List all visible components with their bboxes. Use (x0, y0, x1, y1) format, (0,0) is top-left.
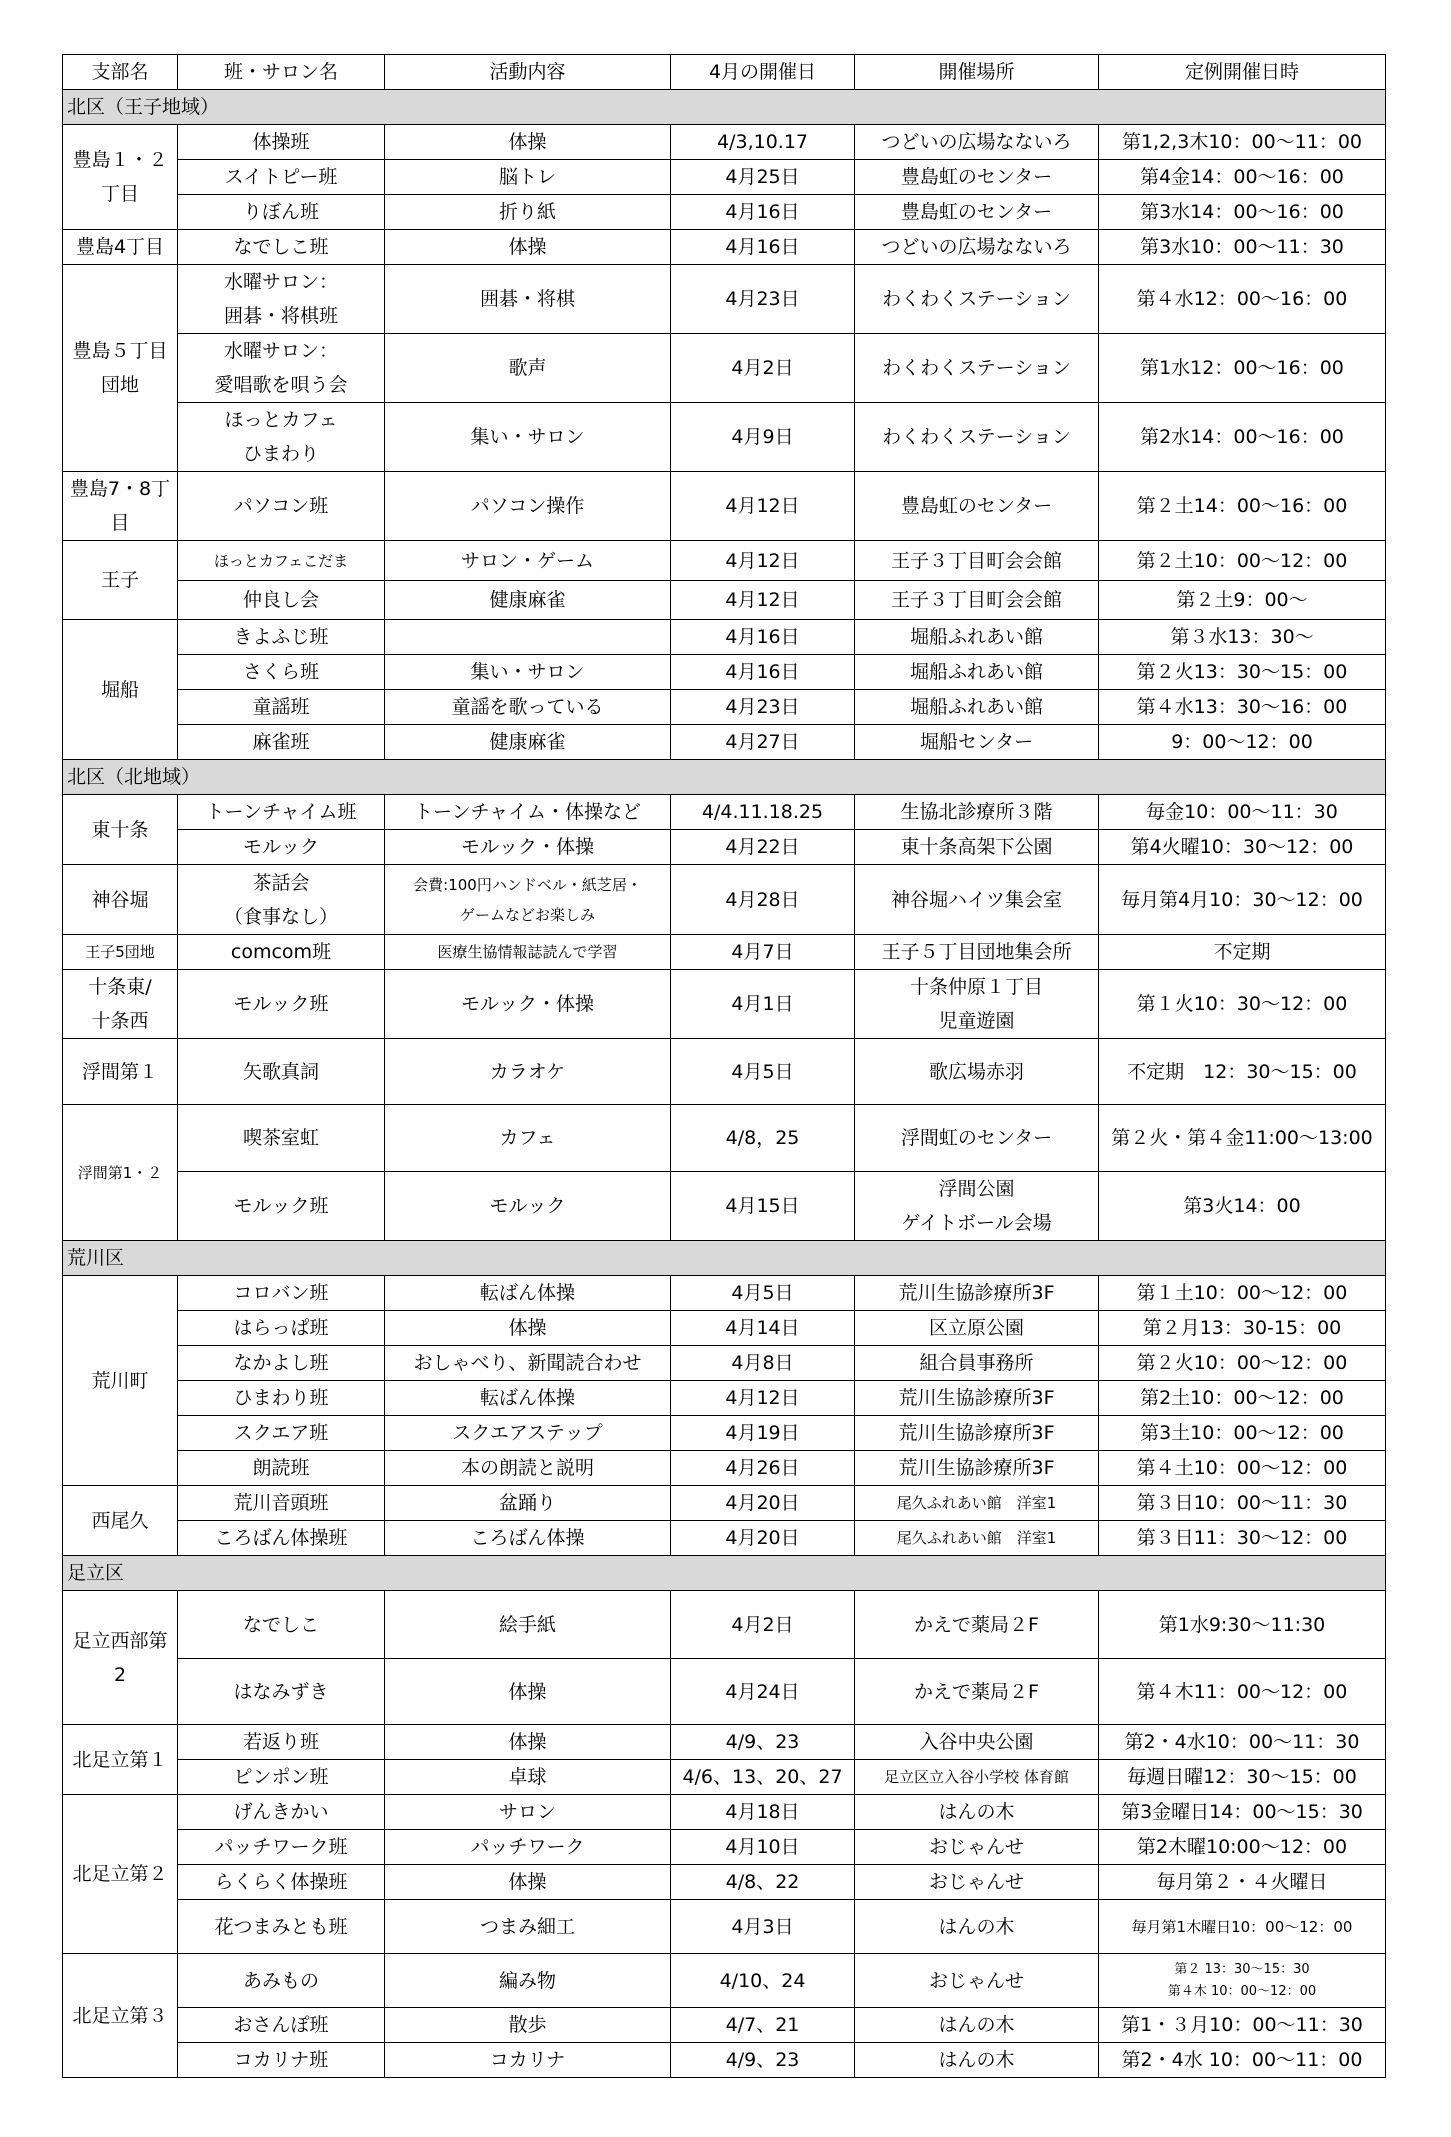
group-name-cell: モルック班 (178, 970, 385, 1039)
date-cell: 4月3日 (671, 1900, 855, 1954)
table-row (63, 2008, 1386, 2043)
branch-cell: 十条東/ 十条西 (63, 970, 178, 1039)
activity-cell: 歌声 (385, 334, 671, 403)
table-row (63, 725, 1386, 760)
group-name-cell: 童謡班 (178, 690, 385, 725)
date-cell: 4月23日 (671, 265, 855, 334)
table-row (63, 1725, 1386, 1760)
activity-cell: 集い・サロン (385, 403, 671, 472)
regular-cell: 第２土9：00〜 (1099, 581, 1386, 620)
place-cell: はんの木 (855, 1900, 1099, 1954)
place-cell: 尾久ふれあい館 洋室1 (855, 1486, 1099, 1521)
regular-cell: 第３日11：30〜12：00 (1099, 1521, 1386, 1556)
date-cell: 4月19日 (671, 1416, 855, 1451)
date-cell: 4/10、24 (671, 1954, 855, 2008)
date-cell: 4月7日 (671, 935, 855, 970)
group-name-cell: 荒川音頭班 (178, 1486, 385, 1521)
place-cell: 堀船センター (855, 725, 1099, 760)
activity-cell: コカリナ (385, 2043, 671, 2078)
table-row (63, 1795, 1386, 1830)
date-cell: 4月12日 (671, 541, 855, 581)
activity-cell: スクエアステップ (385, 1416, 671, 1451)
date-cell: 4/8，25 (671, 1105, 855, 1172)
activity-cell: カフェ (385, 1105, 671, 1172)
branch-cell: 北足立第３ (63, 1954, 178, 2078)
group-name-cell: コロバン班 (178, 1276, 385, 1311)
branch-cell: 北足立第１ (63, 1725, 178, 1795)
table-row (63, 230, 1386, 265)
table-row (63, 1486, 1386, 1521)
table-row (63, 935, 1386, 970)
place-cell: 歌広場赤羽 (855, 1039, 1099, 1105)
regular-cell: 第２月13：30-15：00 (1099, 1311, 1386, 1346)
group-name-cell: パソコン班 (178, 472, 385, 541)
table-row (63, 1900, 1386, 1954)
section-title: 北区（王子地域） (63, 90, 1386, 125)
place-cell: 荒川生協診療所3F (855, 1451, 1099, 1486)
regular-cell: 第3金曜日14：00〜15：30 (1099, 1795, 1386, 1830)
branch-cell: 荒川町 (63, 1276, 178, 1486)
group-name-cell: げんきかい (178, 1795, 385, 1830)
table-row (63, 1451, 1386, 1486)
date-cell: 4月12日 (671, 1381, 855, 1416)
group-name-cell: 茶話会 （食事なし） (178, 865, 385, 935)
activity-cell: 転ばん体操 (385, 1381, 671, 1416)
regular-cell: 第2土10：00〜12：00 (1099, 1381, 1386, 1416)
group-name-cell: トーンチャイム班 (178, 795, 385, 830)
group-name-cell: スイトピー班 (178, 160, 385, 195)
activity-cell: 絵手紙 (385, 1591, 671, 1659)
branch-cell: 豊島7・8丁 目 (63, 472, 178, 541)
activity-cell: パソコン操作 (385, 472, 671, 541)
activity-cell: 健康麻雀 (385, 725, 671, 760)
regular-cell: 第４木11：00〜12：00 (1099, 1659, 1386, 1725)
group-name-cell: 喫茶室虹 (178, 1105, 385, 1172)
date-cell: 4月16日 (671, 230, 855, 265)
activity-cell: サロン (385, 1795, 671, 1830)
place-cell: 足立区立入谷小学校 体育館 (855, 1760, 1099, 1795)
group-name-cell: パッチワーク班 (178, 1830, 385, 1865)
table-row (63, 830, 1386, 865)
activity-cell: 体操 (385, 1865, 671, 1900)
group-name-cell: きよふじ班 (178, 620, 385, 655)
date-cell: 4月14日 (671, 1311, 855, 1346)
section-title: 足立区 (63, 1556, 1386, 1591)
branch-cell: 西尾久 (63, 1486, 178, 1556)
table-row (63, 1105, 1386, 1172)
regular-cell: 第2・4水 10：00〜11：00 (1099, 2043, 1386, 2078)
group-name-cell: おさんぽ班 (178, 2008, 385, 2043)
place-cell: かえで薬局２F (855, 1659, 1099, 1725)
section-title: 北区（北地域） (63, 760, 1386, 795)
group-name-cell: スクエア班 (178, 1416, 385, 1451)
branch-cell: 豊島５丁目 団地 (63, 265, 178, 472)
regular-cell: 毎月第4月10：30〜12：00 (1099, 865, 1386, 935)
place-cell: かえで薬局２F (855, 1591, 1099, 1659)
group-name-cell: 花つまみとも班 (178, 1900, 385, 1954)
date-cell: 4月8日 (671, 1346, 855, 1381)
date-cell: 4/9、23 (671, 1725, 855, 1760)
group-name-cell: なでしこ班 (178, 230, 385, 265)
place-cell: 浮間虹のセンター (855, 1105, 1099, 1172)
group-name-cell: はらっぱ班 (178, 1311, 385, 1346)
regular-cell: 第1・３月10：00〜11：30 (1099, 2008, 1386, 2043)
header-activity: 活動内容 (385, 55, 671, 90)
place-cell: 東十条高架下公園 (855, 830, 1099, 865)
activity-cell: 体操 (385, 1725, 671, 1760)
group-name-cell: なでしこ (178, 1591, 385, 1659)
regular-cell: 第3水10：00〜11：30 (1099, 230, 1386, 265)
regular-cell: 第3水14：00〜16：00 (1099, 195, 1386, 230)
activity-cell: 囲碁・将棋 (385, 265, 671, 334)
date-cell: 4月26日 (671, 1451, 855, 1486)
regular-cell: 第１土10：00〜12：00 (1099, 1276, 1386, 1311)
date-cell: 4月25日 (671, 160, 855, 195)
branch-cell: 浮間第１ (63, 1039, 178, 1105)
table-row (63, 1346, 1386, 1381)
table-row (63, 1830, 1386, 1865)
regular-cell: 第3土10：00〜12：00 (1099, 1416, 1386, 1451)
date-cell: 4月20日 (671, 1521, 855, 1556)
table-row (63, 970, 1386, 1039)
activity-cell (385, 620, 671, 655)
date-cell: 4/7、21 (671, 2008, 855, 2043)
place-cell: 区立原公園 (855, 1311, 1099, 1346)
activity-cell: 医療生協情報誌読んで学習 (385, 935, 671, 970)
activity-cell: 散歩 (385, 2008, 671, 2043)
place-cell: 豊島虹のセンター (855, 472, 1099, 541)
regular-cell: 第1水12：00〜16：00 (1099, 334, 1386, 403)
regular-cell: 毎月第1木曜日10：00〜12：00 (1099, 1900, 1386, 1954)
group-name-cell: 水曜サロン： 囲碁・将棋班 (178, 265, 385, 334)
activity-cell: 健康麻雀 (385, 581, 671, 620)
date-cell: 4月23日 (671, 690, 855, 725)
regular-cell: 第4金14：00〜16：00 (1099, 160, 1386, 195)
group-name-cell: ほっとカフェ ひまわり (178, 403, 385, 472)
regular-cell: 第3火14：00 (1099, 1172, 1386, 1241)
group-name-cell: さくら班 (178, 655, 385, 690)
activity-cell: つまみ細工 (385, 1900, 671, 1954)
place-cell: 尾久ふれあい館 洋室1 (855, 1521, 1099, 1556)
date-cell: 4/3,10.17 (671, 125, 855, 160)
branch-cell: 足立西部第 2 (63, 1591, 178, 1725)
table-row (63, 195, 1386, 230)
place-cell: 堀船ふれあい館 (855, 690, 1099, 725)
place-cell: 王子５丁目団地集会所 (855, 935, 1099, 970)
header-row (63, 55, 1386, 90)
activity-cell: 編み物 (385, 1954, 671, 2008)
regular-cell: 第４水13：30〜16：00 (1099, 690, 1386, 725)
place-cell: 生協北診療所３階 (855, 795, 1099, 830)
place-cell: つどいの広場なないろ (855, 230, 1099, 265)
branch-cell: 豊島4丁目 (63, 230, 178, 265)
table-row (63, 1381, 1386, 1416)
branch-cell: 堀船 (63, 620, 178, 760)
date-cell: 4月9日 (671, 403, 855, 472)
group-name-cell: はなみずき (178, 1659, 385, 1725)
date-cell: 4月18日 (671, 1795, 855, 1830)
group-name-cell: ほっとカフェこだま (178, 541, 385, 581)
group-name-cell: 矢歌真詞 (178, 1039, 385, 1105)
activity-cell: 体操 (385, 230, 671, 265)
group-name-cell: りぼん班 (178, 195, 385, 230)
table-row (63, 655, 1386, 690)
table-row (63, 1865, 1386, 1900)
place-cell: 豊島虹のセンター (855, 160, 1099, 195)
place-cell: 豊島虹のセンター (855, 195, 1099, 230)
activity-cell: 集い・サロン (385, 655, 671, 690)
regular-cell: 毎金10：00〜11：30 (1099, 795, 1386, 830)
activity-cell: 転ばん体操 (385, 1276, 671, 1311)
activity-cell: 脳トレ (385, 160, 671, 195)
branch-cell: 東十条 (63, 795, 178, 865)
table-row (63, 690, 1386, 725)
activity-cell: 卓球 (385, 1760, 671, 1795)
date-cell: 4月16日 (671, 620, 855, 655)
header-regular-schedule: 定例開催日時 (1099, 55, 1386, 90)
activity-cell: モルック・体操 (385, 830, 671, 865)
group-name-cell: なかよし班 (178, 1346, 385, 1381)
activity-cell: 会費:100円ハンドベル・紙芝居・ ゲームなどお楽しみ (385, 865, 671, 935)
activity-cell: 体操 (385, 1311, 671, 1346)
date-cell: 4月5日 (671, 1276, 855, 1311)
section-row (63, 1556, 1386, 1591)
activity-cell: ころばん体操 (385, 1521, 671, 1556)
regular-cell: 毎週日曜12：30〜15：00 (1099, 1760, 1386, 1795)
date-cell: 4/9、23 (671, 2043, 855, 2078)
group-name-cell: 仲良し会 (178, 581, 385, 620)
branch-cell: 浮間第1・２ (63, 1105, 178, 1241)
activity-cell: サロン・ゲーム (385, 541, 671, 581)
table-row (63, 403, 1386, 472)
group-name-cell: comcom班 (178, 935, 385, 970)
activity-cell: 童謡を歌っている (385, 690, 671, 725)
regular-cell: 第1水9:30〜11:30 (1099, 1591, 1386, 1659)
regular-cell: 毎月第２・４火曜日 (1099, 1865, 1386, 1900)
table-row (63, 334, 1386, 403)
regular-cell: 第1,2,3木10：00〜11：00 (1099, 125, 1386, 160)
date-cell: 4月15日 (671, 1172, 855, 1241)
date-cell: 4月1日 (671, 970, 855, 1039)
regular-cell: 第２火13：30〜15：00 (1099, 655, 1386, 690)
regular-cell: 第２ 13：30〜15：30 第４木 10：00〜12：00 (1099, 1954, 1386, 2008)
table-row (63, 865, 1386, 935)
date-cell: 4月5日 (671, 1039, 855, 1105)
section-row (63, 90, 1386, 125)
place-cell: わくわくステーション (855, 265, 1099, 334)
table-row (63, 160, 1386, 195)
table-row (63, 1276, 1386, 1311)
place-cell: 堀船ふれあい館 (855, 655, 1099, 690)
date-cell: 4月16日 (671, 655, 855, 690)
group-name-cell: らくらく体操班 (178, 1865, 385, 1900)
branch-cell: 神谷堀 (63, 865, 178, 935)
regular-cell: 第４土10：00〜12：00 (1099, 1451, 1386, 1486)
activity-cell: トーンチャイム・体操など (385, 795, 671, 830)
date-cell: 4月2日 (671, 334, 855, 403)
table-row (63, 620, 1386, 655)
section-row (63, 1241, 1386, 1276)
group-name-cell: コカリナ班 (178, 2043, 385, 2078)
place-cell: はんの木 (855, 2008, 1099, 2043)
header-place: 開催場所 (855, 55, 1099, 90)
place-cell: 入谷中央公園 (855, 1725, 1099, 1760)
regular-cell: 第３水13：30〜 (1099, 620, 1386, 655)
table-row (63, 125, 1386, 160)
place-cell: 王子３丁目町会会館 (855, 541, 1099, 581)
branch-cell: 王子5団地 (63, 935, 178, 970)
table-row (63, 472, 1386, 541)
group-name-cell: あみもの (178, 1954, 385, 2008)
group-name-cell: ピンポン班 (178, 1760, 385, 1795)
place-cell: はんの木 (855, 2043, 1099, 2078)
activity-cell: 体操 (385, 1659, 671, 1725)
table-row (63, 2043, 1386, 2078)
group-name-cell: ころばん体操班 (178, 1521, 385, 1556)
activity-table (62, 54, 1386, 2078)
place-cell: おじゃんせ (855, 1830, 1099, 1865)
date-cell: 4/4.11.18.25 (671, 795, 855, 830)
activity-cell: 盆踊り (385, 1486, 671, 1521)
place-cell: はんの木 (855, 1795, 1099, 1830)
activity-cell: モルック・体操 (385, 970, 671, 1039)
group-name-cell: 水曜サロン： 愛唱歌を唄う会 (178, 334, 385, 403)
group-name-cell: 麻雀班 (178, 725, 385, 760)
regular-cell: 第１火10：30〜12：00 (1099, 970, 1386, 1039)
regular-cell: 第4火曜10：30〜12：00 (1099, 830, 1386, 865)
group-name-cell: 体操班 (178, 125, 385, 160)
group-name-cell: モルック (178, 830, 385, 865)
place-cell: 神谷堀ハイツ集会室 (855, 865, 1099, 935)
group-name-cell: ひまわり班 (178, 1381, 385, 1416)
branch-cell: 北足立第２ (63, 1795, 178, 1954)
date-cell: 4月24日 (671, 1659, 855, 1725)
regular-cell: 第２火・第４金11:00〜13:00 (1099, 1105, 1386, 1172)
table-row (63, 265, 1386, 334)
regular-cell: 第２土10：00〜12：00 (1099, 541, 1386, 581)
place-cell: 荒川生協診療所3F (855, 1381, 1099, 1416)
place-cell: おじゃんせ (855, 1865, 1099, 1900)
date-cell: 4月27日 (671, 725, 855, 760)
group-name-cell: モルック班 (178, 1172, 385, 1241)
date-cell: 4月16日 (671, 195, 855, 230)
date-cell: 4/6、13、20、27 (671, 1760, 855, 1795)
date-cell: 4月12日 (671, 581, 855, 620)
table-row (63, 1311, 1386, 1346)
regular-cell: 9：00〜12：00 (1099, 725, 1386, 760)
date-cell: 4月28日 (671, 865, 855, 935)
section-row (63, 760, 1386, 795)
place-cell: 荒川生協診療所3F (855, 1416, 1099, 1451)
activity-cell: 体操 (385, 125, 671, 160)
date-cell: 4/8、22 (671, 1865, 855, 1900)
place-cell: 荒川生協診療所3F (855, 1276, 1099, 1311)
table-row (63, 1172, 1386, 1241)
regular-cell: 第２火10：00〜12：00 (1099, 1346, 1386, 1381)
group-name-cell: 朗読班 (178, 1451, 385, 1486)
place-cell: つどいの広場なないろ (855, 125, 1099, 160)
regular-cell: 第2・4水10：00〜11：30 (1099, 1725, 1386, 1760)
group-name-cell: 若返り班 (178, 1725, 385, 1760)
table-row (63, 1954, 1386, 2008)
activity-cell: モルック (385, 1172, 671, 1241)
table-row (63, 1521, 1386, 1556)
regular-cell: 第2木曜10:00〜12：00 (1099, 1830, 1386, 1865)
place-cell: 十条仲原１丁目 児童遊園 (855, 970, 1099, 1039)
place-cell: わくわくステーション (855, 403, 1099, 472)
place-cell: 浮間公園 ゲイトボール会場 (855, 1172, 1099, 1241)
table-row (63, 1416, 1386, 1451)
table-row (63, 541, 1386, 581)
section-title: 荒川区 (63, 1241, 1386, 1276)
date-cell: 4月2日 (671, 1591, 855, 1659)
date-cell: 4月12日 (671, 472, 855, 541)
table-row (63, 1659, 1386, 1725)
date-cell: 4月20日 (671, 1486, 855, 1521)
regular-cell: 不定期 12：30〜15：00 (1099, 1039, 1386, 1105)
activity-cell: 本の朗読と説明 (385, 1451, 671, 1486)
table-row (63, 795, 1386, 830)
place-cell: 組合員事務所 (855, 1346, 1099, 1381)
activity-cell: おしゃべり、新聞読合わせ (385, 1346, 671, 1381)
place-cell: おじゃんせ (855, 1954, 1099, 2008)
place-cell: 堀船ふれあい館 (855, 620, 1099, 655)
activity-cell: 折り紙 (385, 195, 671, 230)
table-row (63, 581, 1386, 620)
activity-cell: カラオケ (385, 1039, 671, 1105)
header-april-date: 4月の開催日 (671, 55, 855, 90)
date-cell: 4月10日 (671, 1830, 855, 1865)
table-row (63, 1039, 1386, 1105)
place-cell: 王子３丁目町会会館 (855, 581, 1099, 620)
branch-cell: 王子 (63, 541, 178, 620)
activity-cell: パッチワーク (385, 1830, 671, 1865)
place-cell: わくわくステーション (855, 334, 1099, 403)
table-row (63, 1760, 1386, 1795)
regular-cell: 第2水14：00〜16：00 (1099, 403, 1386, 472)
regular-cell: 第３日10：00〜11：30 (1099, 1486, 1386, 1521)
header-branch: 支部名 (63, 55, 178, 90)
regular-cell: 第４水12：00〜16：00 (1099, 265, 1386, 334)
regular-cell: 不定期 (1099, 935, 1386, 970)
header-group-name: 班・サロン名 (178, 55, 385, 90)
table-row (63, 1591, 1386, 1659)
date-cell: 4月22日 (671, 830, 855, 865)
regular-cell: 第２土14：00〜16：00 (1099, 472, 1386, 541)
branch-cell: 豊島１・２ 丁目 (63, 125, 178, 230)
